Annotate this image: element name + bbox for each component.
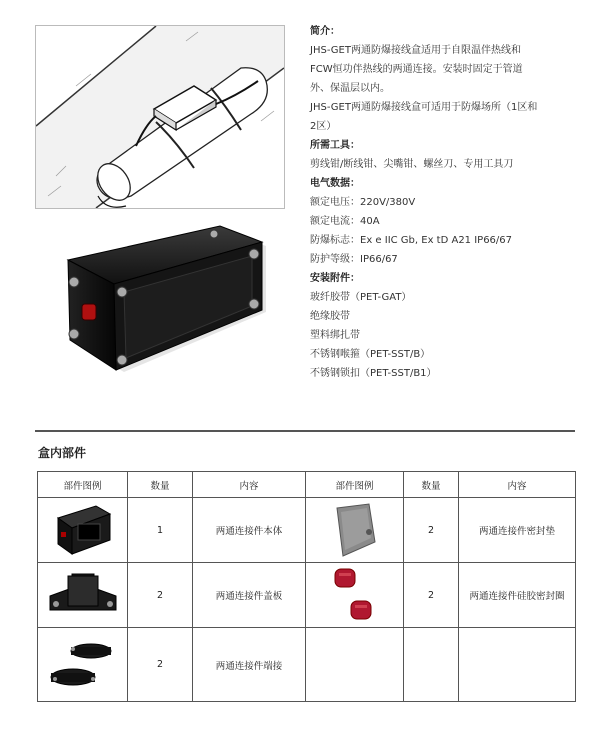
intro-line: JHS-GET两通防爆接线盒适用于自限温伴热线和 [310,45,521,56]
part-image-cell [38,628,128,702]
part-image-cell [306,498,404,563]
intro-line: JHS-GET两通防爆接线盒可适用于防爆场所（1区和 [310,102,538,113]
cover-plate-image [46,570,120,620]
part-image-cell [38,563,128,628]
col-header: 部件图例 [306,472,404,498]
content-cell: 两通连接件硅胶密封圈 [459,563,576,628]
installation-drawing [35,25,285,209]
table-row [38,498,576,563]
content-cell: 两通连接件密封垫 [459,498,576,563]
table-header-row [38,472,576,498]
col-header: 数量 [404,472,459,498]
accessory-item: 塑料绑扎带 [310,330,360,341]
pipe-installation-illustration [36,26,284,208]
tools-value: 剪线钳/断线钳、尖嘴钳、螺丝刀、专用工具刀 [310,159,514,170]
accessory-item: 不锈钢喉箍（PET-SST/B） [310,349,431,360]
empty-cell [306,628,404,702]
exmark-row [310,231,600,250]
junction-box-photo [44,222,282,390]
ip-value: IP66/67 [360,254,398,265]
ip-row [310,250,600,269]
col-header: 内容 [459,472,576,498]
qty-cell: 2 [404,498,459,563]
silicone-seal-ring-image [325,565,385,625]
voltage-label: 额定电压： [310,197,360,208]
seal-gasket-image [325,502,385,558]
accessory-item: 玻纤胶带（PET-GAT） [310,292,412,303]
content-cell: 两通连接件端接 [193,628,306,702]
empty-cell [459,628,576,702]
qty-cell: 1 [128,498,193,563]
col-header: 数量 [128,472,193,498]
qty-cell: 2 [128,628,193,702]
intro-label: 简介： [310,26,340,37]
product-description [310,22,600,383]
intro-line: 外、保温层以内。 [310,83,390,94]
content-cell: 两通连接件盖板 [193,563,306,628]
section-title: 盒内部件 [38,446,87,460]
tools-label: 所需工具： [310,140,360,151]
current-value: 40A [360,216,380,227]
voltage-row [310,193,600,212]
elec-label: 电气数据： [310,178,360,189]
table-row [38,563,576,628]
exmark-value: Ex e IIC Gb, Ex tD A21 IP66/67 [360,235,513,246]
content-cell: 两通连接件本体 [193,498,306,563]
qty-cell: 2 [128,563,193,628]
current-label: 额定电流： [310,216,360,227]
col-header: 内容 [193,472,306,498]
intro-line: FCW恒功伴热线的两通连接。安装时固定于管道 [310,64,523,75]
accessory-item: 绝缘胶带 [310,311,350,322]
voltage-value: 220V/380V [360,197,416,208]
intro-line: 2区） [310,121,337,132]
ip-label: 防护等级： [310,254,360,265]
exmark-label: 防爆标志： [310,235,360,246]
current-row [310,212,600,231]
accessory-item: 不锈钢锁扣（PET-SST/B1） [310,368,437,379]
part-image-cell [38,498,128,563]
accessories-label: 安装附件： [310,273,360,284]
parts-table [37,471,576,702]
qty-cell: 2 [404,563,459,628]
body-part-image [48,502,118,558]
table-row [38,628,576,702]
end-termination-image [43,635,123,695]
empty-cell [404,628,459,702]
section-divider [35,430,575,432]
col-header: 部件图例 [38,472,128,498]
part-image-cell [306,563,404,628]
